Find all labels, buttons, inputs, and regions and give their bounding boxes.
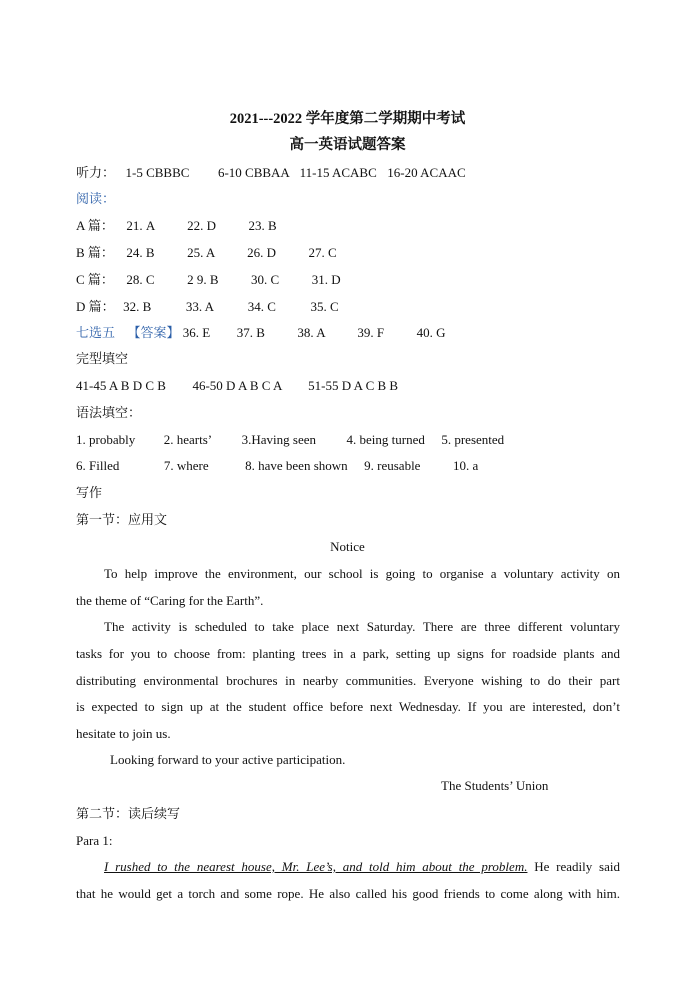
seven-five-label: 七选五 bbox=[76, 325, 116, 340]
notice-line: is expected to sign up at the student office before next Wednesday. If you are interested, don’t bbox=[76, 699, 620, 714]
answer-item: 35. C bbox=[310, 299, 339, 314]
answer-item: 4. being turned bbox=[346, 432, 425, 447]
notice-line: the theme of “Caring for the Earth”. bbox=[76, 593, 264, 608]
notice-closing: Looking forward to your active participation. bbox=[110, 752, 346, 767]
answer-item: 3.Having seen bbox=[241, 432, 316, 447]
answer-item: 26. D bbox=[247, 245, 276, 260]
cloze-group: 41-45 A B D C B bbox=[76, 378, 166, 393]
answer-item: 23. B bbox=[248, 218, 277, 233]
listening-group: 6-10 CBBAA bbox=[217, 165, 290, 180]
grammar-row bbox=[76, 432, 504, 448]
answer-item: 32. B bbox=[123, 299, 152, 314]
reading-row-label: C 篇： bbox=[76, 272, 114, 287]
answer-item: 37. B bbox=[236, 325, 265, 340]
answer-item: 31. D bbox=[311, 272, 341, 287]
answer-item: 21. A bbox=[126, 218, 155, 233]
section1-label: 第一节：应用文 bbox=[76, 512, 168, 527]
grammar-label: 语法填空： bbox=[76, 405, 142, 420]
answer-item: 10. a bbox=[452, 458, 479, 473]
seven-five-row bbox=[76, 325, 446, 341]
answer-item: 1. probably bbox=[76, 432, 136, 447]
answer-item: 5. presented bbox=[441, 432, 505, 447]
answer-item: 7. where bbox=[163, 458, 209, 473]
notice-line: distributing environmental brochures in nearby communities. Everyone wishing to do their part bbox=[76, 673, 620, 688]
answer-item: 28. C bbox=[126, 272, 155, 287]
reading-row-c bbox=[76, 272, 341, 288]
listening-group: 1-5 CBBBC bbox=[125, 165, 190, 180]
exam-title: 2021---2022 学年度第二学期期中考试 bbox=[229, 111, 466, 127]
answer-item: 25. A bbox=[187, 245, 215, 260]
answer-item: 38. A bbox=[297, 325, 325, 340]
reading-row-label: B 篇： bbox=[76, 245, 114, 260]
answer-item: 30. C bbox=[251, 272, 280, 287]
notice-line: hesitate to join us. bbox=[76, 726, 171, 741]
reading-row-a bbox=[76, 218, 277, 234]
reading-label: 阅读： bbox=[76, 191, 116, 206]
listening-group: 11-15 ACABC bbox=[299, 165, 377, 180]
continuation-text: He readily said bbox=[527, 859, 620, 874]
answer-item: 39. F bbox=[357, 325, 385, 340]
grammar-row bbox=[76, 458, 478, 474]
answer-item: 24. B bbox=[126, 245, 155, 260]
answer-key-subtitle: 高一英语试题答案 bbox=[289, 137, 406, 153]
notice-line: tasks for you to choose from: planting trees in a park, setting up signs for roadside plants and bbox=[76, 646, 620, 661]
answer-item: 6. Filled bbox=[76, 458, 120, 473]
reading-row-b bbox=[76, 245, 337, 261]
continuation-line-2: that he would get a torch and some rope. He also called his good friends to come along with him. bbox=[76, 886, 620, 901]
answer-item: 27. C bbox=[308, 245, 337, 260]
answer-item: 8. have been shown bbox=[245, 458, 348, 473]
cloze-label: 完型填空 bbox=[76, 351, 129, 366]
answer-item: 34. C bbox=[247, 299, 276, 314]
answer-tag: 【答案】 bbox=[127, 325, 180, 340]
section2-label: 第二节：读后续写 bbox=[76, 806, 181, 821]
answer-item: 9. reusable bbox=[364, 458, 421, 473]
underlined-sentence: I rushed to the nearest house, Mr. Lee’s, and told him about the problem. bbox=[104, 859, 528, 874]
notice-title: Notice bbox=[330, 539, 365, 554]
answer-item: 22. D bbox=[187, 218, 216, 233]
reading-row-d bbox=[76, 299, 339, 315]
reading-row-label: D 篇： bbox=[76, 299, 115, 314]
answer-item: 33. A bbox=[185, 299, 214, 314]
listening-group: 16-20 ACAAC bbox=[387, 165, 466, 180]
para-label: Para 1: bbox=[76, 833, 113, 848]
cloze-group: 46-50 D A B C A bbox=[192, 378, 282, 393]
notice-line: The activity is scheduled to take place next Saturday. There are three different voluntary bbox=[104, 619, 620, 634]
notice-signature: The Students’ Union bbox=[441, 778, 549, 793]
writing-label: 写作 bbox=[76, 485, 103, 500]
cloze-row bbox=[76, 378, 398, 394]
answer-item: 40. G bbox=[416, 325, 446, 340]
answer-item: 36. E bbox=[182, 325, 211, 340]
answer-item: 2. hearts’ bbox=[163, 432, 212, 447]
listening-row bbox=[76, 165, 466, 181]
reading-row-label: A 篇： bbox=[76, 218, 114, 233]
cloze-group: 51-55 D A C B B bbox=[308, 378, 399, 393]
continuation-line-1 bbox=[104, 859, 620, 875]
notice-line: To help improve the environment, our school is going to organise a voluntary activity on bbox=[104, 566, 620, 581]
answer-item: 2 9. B bbox=[187, 272, 219, 287]
listening-label: 听力： bbox=[76, 165, 116, 180]
